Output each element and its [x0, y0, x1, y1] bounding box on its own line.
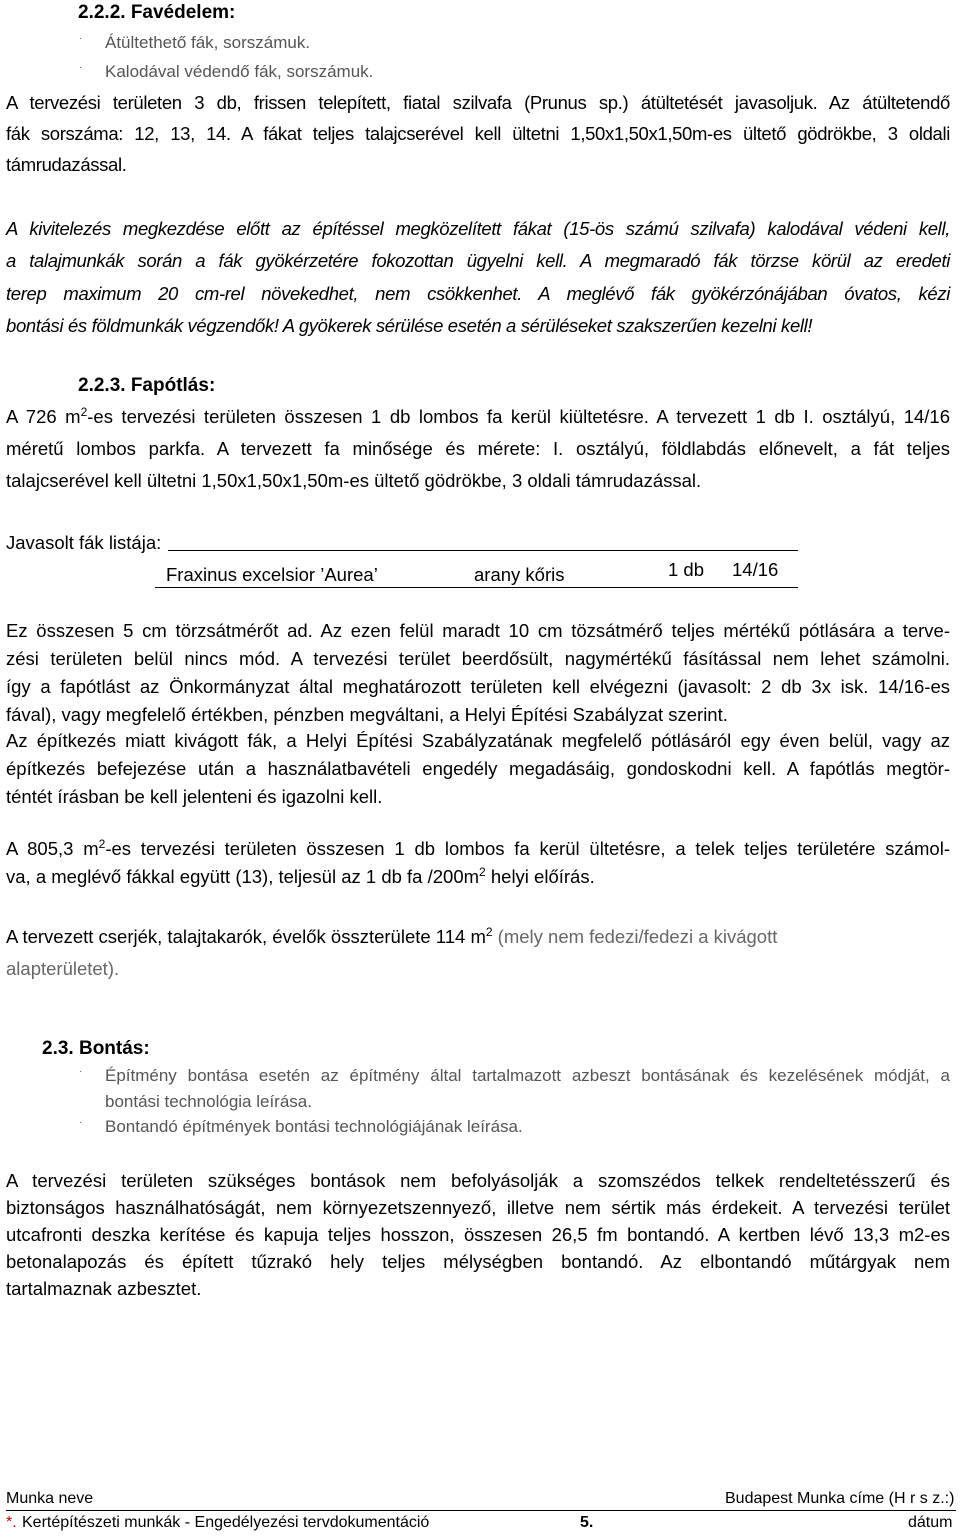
- paragraph-line: méretű lombos parkfa. A tervezett fa minősége és mérete: I. osztályú, földlabdás előnevelt, a fát teljes: [6, 438, 950, 459]
- paragraph-line: A 805,3 $m^2-es$ tervezési területen összesen 1 db lombos fa kerül ültetésre, a telek teljes területére számol-: [6, 836, 950, 859]
- paragraph-line: biztonságos használhatóságát, nem környezetszennyező, illetve nem sértik más érdekeit. A tervezési terület: [6, 1197, 950, 1218]
- tree-latin-name: Fraxinus excelsior ’Aurea’: [166, 564, 378, 585]
- paragraph-line: bontási és földmunkák végzendők! A gyökerek sérülése esetén a sérüléseket szakszerűen kezelni kell!: [6, 315, 813, 336]
- table-rule: [168, 550, 798, 551]
- paragraph-line: alapterületet).: [6, 958, 120, 979]
- paragraph-line: zési területen belül nincs mód. A tervezési terület beerdősült, nagymértékű fásítással nem lehet számolni.: [6, 648, 950, 669]
- paragraph-line: A kivitelezés megkezdése előtt az építéssel megközelített fákat (15-ös számú szilvafa) kalodával védeni kell,: [6, 218, 950, 239]
- footer-rule: [6, 1510, 956, 1511]
- bullet-item: · Átültethető fák, sorszámuk.: [79, 33, 311, 52]
- section-heading-favedelem: 2.2.2. Favédelem:: [78, 2, 236, 23]
- paragraph-line: fák sorszáma: 12, 13, 14. A fákat teljes talajcserével kell ültetni 1,50x1,50x1,50m-es ültető gödrökbe, 3 oldali: [6, 123, 950, 144]
- paragraph-line: támrudazással.: [6, 154, 127, 175]
- footer-project-name: Munka neve: [6, 1490, 94, 1507]
- bullet-continuation: bontási technológia leírása.: [105, 1092, 312, 1111]
- tree-quantity: 1 db: [668, 559, 705, 580]
- paragraph-line: építkezés befejezése után a használatbavételi engedély megadásáig, gondoskodni kell. A fapótlás megtör-: [6, 758, 950, 779]
- table-rule: [155, 587, 798, 588]
- footer-doc-title: Kertépítészeti munkák - Engedélyezési tervdokumentáció: [22, 1514, 430, 1531]
- paragraph-line: a talajmunkák során a fák gyökérzetére fokozottan ügyelni kell. A megmaradó fák törzse körül az eredeti: [6, 250, 950, 271]
- paragraph-line: va, a meglévő fákkal együtt (13), teljesül az 1 db fa $/200m^2$ helyi előírás.: [6, 864, 595, 887]
- tree-size: 14/16: [732, 559, 779, 580]
- paragraph-line: A tervezett cserjék, talajtakarók, évelők összterülete 114 $m^2$ (mely nem fedezi/fedezi a kivágott: [6, 924, 778, 947]
- footer-project-address: Budapest Munka címe (H r s z.:): [725, 1490, 955, 1507]
- bullet-item: · Bontandó építmények bontási technológiájának leírása.: [79, 1117, 523, 1136]
- bullet-item: · Építmény bontása esetén az építmény által tartalmazott azbeszt bontásának és kezelésének módját, a: [79, 1066, 950, 1085]
- paragraph-line: Az építkezés miatt kivágott fák, a Helyi Építési Szabályzatának megfelelő pótlásáról egy éven belül, vagy az: [6, 730, 950, 751]
- paragraph-line: tartalmaznak azbesztet.: [6, 1278, 202, 1299]
- paragraph-line: A tervezési területen szükséges bontások nem befolyásolják a szomszédos telkek rendeltetésszerű és: [6, 1170, 950, 1191]
- paragraph-line: A 726 $m^2-es$ tervezési területen összesen 1 db lombos fa kerül kiültetésre. A tervezett 1 db I. osztályú, 14/16: [6, 404, 950, 427]
- paragraph-line: betonalapozás és épített tűzrakó hely teljes mélységben bontandó. Az elbontandó műtárgyak nem: [6, 1251, 950, 1272]
- paragraph-line: téntét írásban be kell jelenteni és igazolni kell.: [6, 786, 383, 807]
- section-heading-bontas: 2.3. Bontás:: [42, 1038, 150, 1059]
- paragraph-line: terep maximum 20 cm-rel növekedhet, nem csökkenhet. A meglévő fák gyökérzónájában óvatos, kézi: [6, 283, 950, 304]
- paragraph-line: utcafronti deszka kerítése és kapuja teljes hosszon, összesen 26,5 fm bontandó. A kertben lévő 13,3 m2-es: [6, 1224, 950, 1245]
- paragraph-line: talajcserével kell ültetni 1,50x1,50x1,50m-es ültető gödrökbe, 3 oldali támrudazással.: [6, 470, 702, 491]
- tree-hungarian-name: arany kőris: [474, 564, 565, 585]
- footer-page-number: 5.: [580, 1514, 594, 1531]
- paragraph-line: Ez összesen 5 cm törzsátmérőt ad. Az ezen felül maradt 10 cm tözsátmérő teljes mértékű pótlására a terve-: [6, 620, 950, 641]
- paragraph-line: így a fapótlást az Önkormányzat által meghatározott területen kell elvégezni (javasolt: 2 db 3x isk. 14/16-es: [6, 676, 950, 697]
- section-heading-fapotlas: 2.2.3. Fapótlás:: [78, 375, 216, 396]
- footer-star: *.: [6, 1514, 17, 1531]
- paragraph-line: fával), vagy megfelelő értékben, pénzben megváltani, a Helyi Építési Szabályzat szerint.: [6, 704, 728, 725]
- footer-date: dátum: [908, 1514, 953, 1531]
- list-title: Javasolt fák listája:: [6, 532, 162, 553]
- bullet-item: · Kalodával védendő fák, sorszámuk.: [79, 62, 374, 81]
- paragraph-line: A tervezési területen 3 db, frissen telepített, fiatal szilvafa (Prunus sp.) átültetését javasoljuk. Az átültetendő: [6, 92, 950, 113]
